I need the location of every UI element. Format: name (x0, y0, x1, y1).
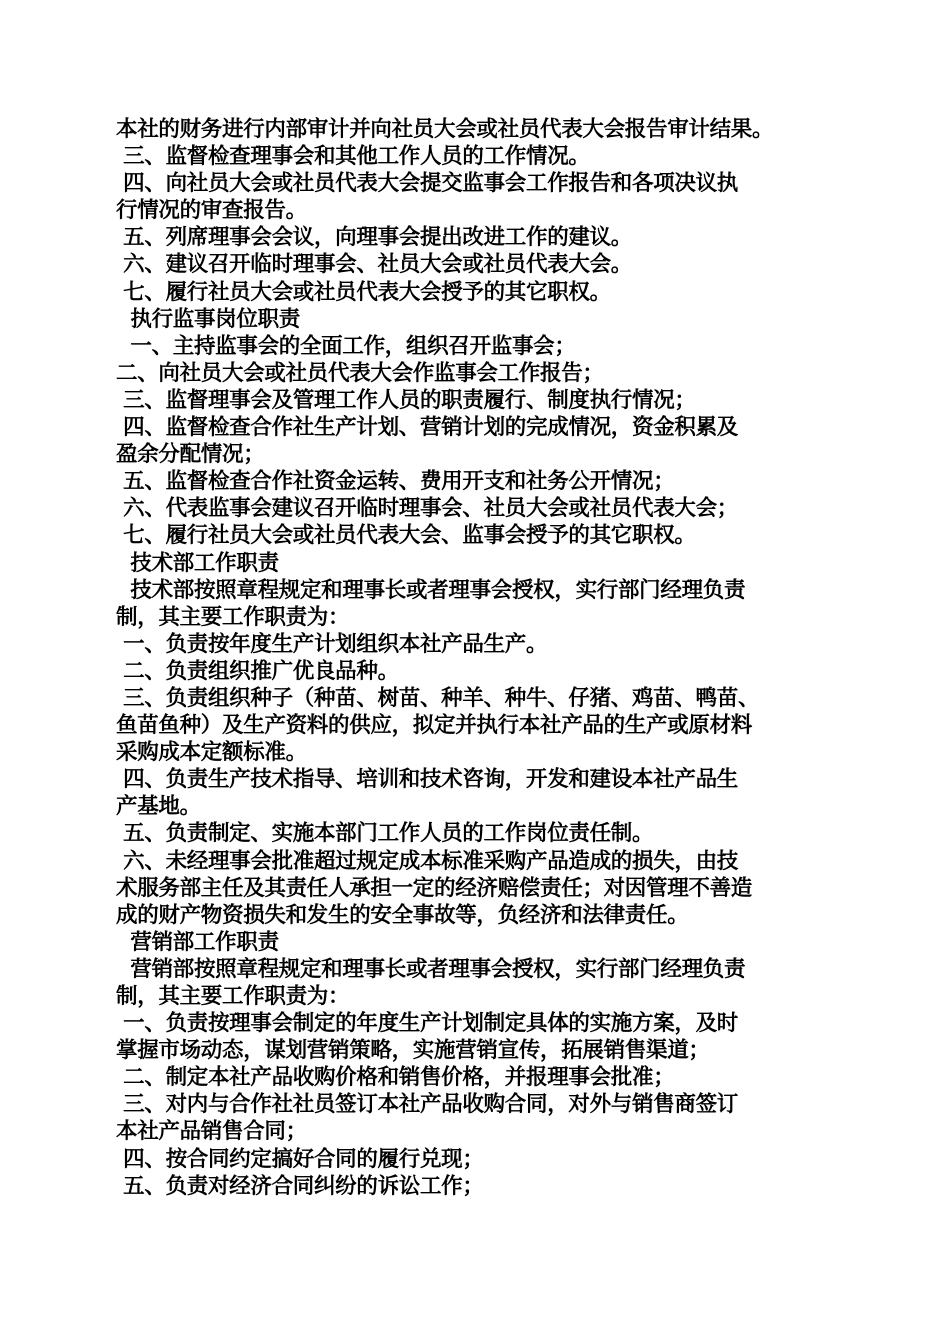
text-line: 盈余分配情况； (116, 442, 265, 468)
text-line: 行情况的审查报告。 (116, 198, 307, 224)
text-line: 二、制定本社产品收购价格和销售价格，并报理事会批准； (116, 1065, 675, 1091)
text-line: 六、建议召开临时理事会、社员大会或社员代表大会。 (116, 252, 632, 278)
text-line: 四、向社员大会或社员代表大会提交监事会工作报告和各项决议执 (116, 171, 738, 197)
text-line: 一、负责按年度生产计划组织本社产品生产。 (116, 631, 548, 657)
text-line: 制，其主要工作职责为： (116, 604, 350, 630)
text-line: 三、对内与合作社社员签订本社产品收购合同，对外与销售商签订 (116, 1092, 738, 1118)
text-line: 执行监事岗位职责 (116, 306, 300, 332)
text-line: 四、负责生产技术指导、培训和技术咨询，开发和建设本社产品生 (116, 767, 738, 793)
text-line: 本社产品销售合同； (116, 1119, 307, 1145)
text-line: 三、监督理事会及管理工作人员的职责履行、制度执行情况； (116, 387, 696, 413)
text-line: 一、主持监事会的全面工作，组织召开监事会； (116, 333, 576, 359)
text-line: 成的财产物资损失和发生的安全事故等，负经济和法律责任。 (116, 902, 689, 928)
text-line: 产基地。 (116, 794, 201, 820)
text-line: 五、监督检查合作社资金运转、费用开支和社务公开情况； (116, 469, 675, 495)
text-line: 五、列席理事会会议，向理事会提出改进工作的建议。 (116, 225, 632, 251)
text-line: 营销部按照章程规定和理事长或者理事会授权，实行部门经理负责 (116, 956, 746, 982)
text-line: 四、按合同约定搞好合同的履行兑现； (116, 1146, 484, 1172)
text-line: 营销部工作职责 (116, 929, 279, 955)
text-line: 技术部按照章程规定和理事长或者理事会授权，实行部门经理负责 (116, 577, 746, 603)
text-line: 本社的财务进行内部审计并向社员大会或社员代表大会报告审计结果。 (116, 117, 774, 142)
text-line: 五、负责对经济合同纠纷的诉讼工作； (116, 1173, 484, 1199)
text-line: 制，其主要工作职责为： (116, 984, 350, 1009)
text-line: 二、负责组织推广优良品种。 (116, 658, 399, 684)
text-line: 三、监督检查理事会和其他工作人员的工作情况。 (116, 144, 590, 170)
text-line: 五、负责制定、实施本部门工作人员的工作岗位责任制。 (116, 821, 654, 847)
text-line: 一、负责按理事会制定的年度生产计划制定具体的实施方案，及时 (116, 1011, 738, 1037)
text-line: 二、向社员大会或社员代表大会作监事会工作报告； (116, 360, 604, 386)
document-body (116, 116, 846, 1200)
text-line: 采购成本定额标准。 (116, 740, 307, 766)
text-line: 掌握市场动态，谋划营销策略，实施营销宣传，拓展销售渠道； (116, 1038, 710, 1064)
text-line: 七、履行社员大会或社员代表大会、监事会授予的其它职权。 (116, 523, 696, 549)
text-line: 六、代表监事会建议召开临时理事会、社员大会或社员代表大会； (116, 496, 738, 522)
text-line: 三、负责组织种子（种苗、树苗、种羊、种牛、仔猪、鸡苗、鸭苗、 (116, 685, 760, 711)
text-line: 鱼苗鱼种）及生产资料的供应，拟定并执行本社产品的生产或原材料 (116, 713, 753, 739)
text-line: 七、履行社员大会或社员代表大会授予的其它职权。 (116, 279, 611, 305)
text-line: 四、监督检查合作社生产计划、营销计划的完成情况，资金积累及 (116, 415, 738, 441)
text-line: 六、未经理事会批准超过规定成本标准采购产品造成的损失，由技 (116, 848, 738, 874)
text-line: 技术部工作职责 (116, 550, 279, 576)
text-line: 术服务部主任及其责任人承担一定的经济赔偿责任；对因管理不善造 (116, 875, 753, 901)
